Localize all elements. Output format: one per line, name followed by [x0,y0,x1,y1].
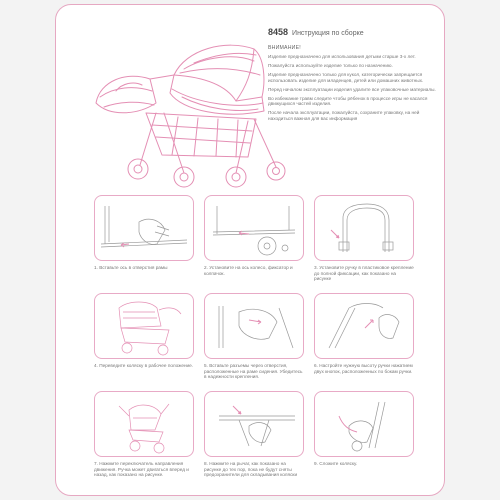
warning-item: Во избежание травм следите чтобы рёбенок в процессе игры не касался движущихся частей изделия. [268,95,428,107]
step-caption: 7. Нажмите переключатель направления движения. Ручка может двигаться вперед и назад, как показано на рисунке. [94,461,189,478]
assembly-step-illustration [209,298,301,356]
assembly-step-illustration [209,200,301,258]
warning-item: Пожалуйста используйте изделие только по назначению. [268,62,393,68]
step-caption: 3. Установите ручку в пластиковое крепление до полной фиксации, как показано на рисунке [314,265,414,282]
step-frame [204,293,304,359]
warning-item: Изделие предназначено для использования детьми старше 3-х лет. [268,54,416,59]
step-frame [204,195,304,261]
step-caption: 2. Установите на ось колесо, фиксатор и колпачок. [204,265,293,276]
step-frame [94,293,194,359]
step-frame [94,391,194,457]
step-caption: 5. Вставьте разъемы через отверстия, расположенные на раме сидения. Убедитесь в надежности крепления. [204,363,303,380]
step-frame [314,195,414,261]
step-frame [204,391,304,457]
instruction-sheet [55,4,445,496]
stroller-illustration [86,27,289,192]
step-caption: 9. Сложите коляску. [314,461,358,466]
assembly-step-illustration [209,396,301,454]
title-row [268,27,438,37]
instruction-header [268,27,438,125]
step-caption: 4. Переведите коляску в рабочее положение. [94,363,194,368]
assembly-step-illustration [319,200,411,258]
assembly-step-illustration [99,200,191,258]
step-caption: 6. Настройте нужную высоту ручки нажатием двух кнопок, расположенных по бокам ручки. [314,363,413,374]
warning-item: Перед началом эксплуатации изделия удалите все упаковочные материалы. [268,86,436,92]
model-number: 8458 [268,27,289,37]
assembly-step-illustration [319,396,411,454]
assembly-step-illustration [99,298,191,356]
step-frame [94,195,194,261]
warning-item: После начала эксплуатации, пожалуйста, сохраните упаковку, на ней находиться важная для вас информация [268,110,420,121]
step-caption: 1. Вставьте ось в отверстия рамы [94,265,168,270]
warning-title: ВНИМАНИЕ! [268,45,301,51]
warning-list [268,54,438,121]
assembly-step-illustration [319,298,411,356]
step-caption: 8. Нажмите на рычаг, как показано на рисунке до тех пор, пока не будут сняты предохранители для складывания коляски [204,461,298,478]
step-frame [314,391,414,457]
page-title: Инструкция по сборке [292,30,364,37]
assembly-step-illustration [99,396,191,454]
warning-item: Изделие предназначено только для кукол, категорически запрещается использовать изделие для младенцев, детей или домашних животных. [268,71,424,83]
step-frame [314,293,414,359]
